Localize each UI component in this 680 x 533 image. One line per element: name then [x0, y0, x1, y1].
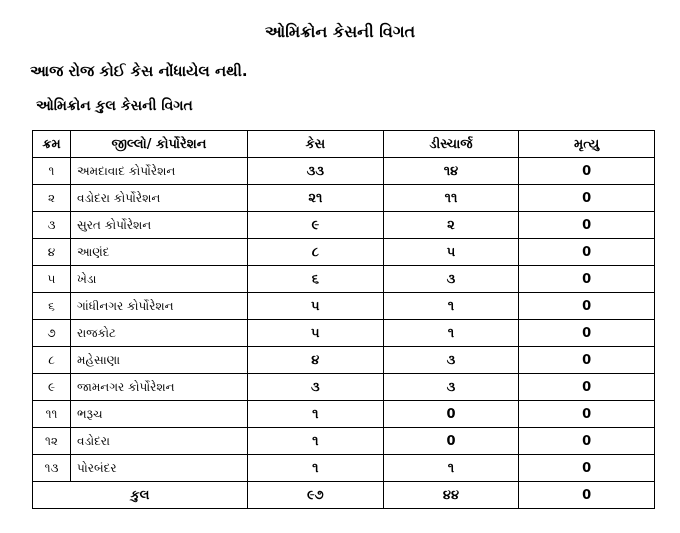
row-serial: ૯: [33, 374, 71, 401]
row-district-name: રાજકોટ: [71, 320, 248, 347]
row-cases: ૧: [248, 401, 384, 428]
table-row: [33, 293, 655, 320]
row-deaths: 0: [519, 239, 655, 266]
row-discharge: 0: [383, 401, 519, 428]
row-serial: ૬: [33, 293, 71, 320]
row-discharge: ૫: [383, 239, 519, 266]
row-deaths: 0: [519, 428, 655, 455]
row-district-name: વડોદરા કોર્પોરેશન: [71, 185, 248, 212]
row-deaths: 0: [519, 374, 655, 401]
row-district-name: ખેડા: [71, 266, 248, 293]
row-cases: ૯: [248, 212, 384, 239]
header-district: જીલ્લો/ કોર્પોરેશન: [71, 131, 248, 158]
row-deaths: 0: [519, 212, 655, 239]
row-serial: ૭: [33, 320, 71, 347]
row-deaths: 0: [519, 293, 655, 320]
row-serial: ૫: [33, 266, 71, 293]
row-cases: ૮: [248, 239, 384, 266]
total-deaths: 0: [519, 482, 655, 509]
row-discharge: ૧: [383, 293, 519, 320]
row-cases: ૩૩: [248, 158, 384, 185]
row-discharge: ૩: [383, 347, 519, 374]
row-serial: ૧૨: [33, 428, 71, 455]
table-row: [33, 239, 655, 266]
table-row: [33, 347, 655, 374]
row-serial: ૮: [33, 347, 71, 374]
row-cases: ૧: [248, 455, 384, 482]
row-discharge: ૧૪: [383, 158, 519, 185]
row-district-name: ભરૂચ: [71, 401, 248, 428]
row-district-name: આણંદ: [71, 239, 248, 266]
row-discharge: ૧: [383, 455, 519, 482]
row-district-name: ગાંધીનગર કોર્પોરેશન: [71, 293, 248, 320]
table-row: [33, 158, 655, 185]
row-district-name: સુરત કોર્પોરેશન: [71, 212, 248, 239]
table-row: [33, 185, 655, 212]
total-discharge: ૪૪: [383, 482, 519, 509]
total-label: કુલ: [33, 482, 248, 509]
cases-table: [32, 130, 655, 509]
row-deaths: 0: [519, 401, 655, 428]
header-cases: કેસ: [248, 131, 384, 158]
table-subtitle: ઓમિક્રોન કુલ કેસની વિગત: [36, 98, 193, 114]
row-deaths: 0: [519, 266, 655, 293]
row-cases: ૫: [248, 293, 384, 320]
row-cases: ૩: [248, 374, 384, 401]
total-cases: ૯૭: [248, 482, 384, 509]
row-district-name: પોરબંદર: [71, 455, 248, 482]
row-deaths: 0: [519, 320, 655, 347]
table-row: [33, 401, 655, 428]
row-district-name: અમદાવાદ કોર્પોરેશન: [71, 158, 248, 185]
row-serial: ૪: [33, 239, 71, 266]
table-row: [33, 455, 655, 482]
page-title: ઓમિક્રોન કેસની વિગત: [264, 22, 416, 41]
row-district-name: જામનગર કોર્પોરેશન: [71, 374, 248, 401]
header-discharge: ડીસ્ચાર્જ: [383, 131, 519, 158]
row-deaths: 0: [519, 455, 655, 482]
row-serial: ૩: [33, 212, 71, 239]
row-discharge: ૩: [383, 266, 519, 293]
row-cases: ૨૧: [248, 185, 384, 212]
table-row: [33, 212, 655, 239]
row-serial: ૨: [33, 185, 71, 212]
total-row: [33, 482, 655, 509]
row-discharge: 0: [383, 428, 519, 455]
row-discharge: ૨: [383, 212, 519, 239]
table-header-row: [33, 131, 655, 158]
table-row: [33, 428, 655, 455]
row-discharge: ૧૧: [383, 185, 519, 212]
row-cases: ૪: [248, 347, 384, 374]
header-deaths: મૃત્યુ: [519, 131, 655, 158]
table-row: [33, 266, 655, 293]
no-new-cases-notice: આજ રોજ કોઈ કેસ નોંધાયેલ નથી.: [30, 62, 248, 80]
row-cases: ૧: [248, 428, 384, 455]
table-row: [33, 374, 655, 401]
row-deaths: 0: [519, 185, 655, 212]
header-serial: ક્રમ: [33, 131, 71, 158]
row-deaths: 0: [519, 158, 655, 185]
row-serial: ૧૧: [33, 401, 71, 428]
row-district-name: મહેસાણા: [71, 347, 248, 374]
row-discharge: ૩: [383, 374, 519, 401]
row-serial: ૧: [33, 158, 71, 185]
row-serial: ૧૩: [33, 455, 71, 482]
table-row: [33, 320, 655, 347]
row-cases: ૬: [248, 266, 384, 293]
row-district-name: વડોદરા: [71, 428, 248, 455]
row-deaths: 0: [519, 347, 655, 374]
row-cases: ૫: [248, 320, 384, 347]
row-discharge: ૧: [383, 320, 519, 347]
